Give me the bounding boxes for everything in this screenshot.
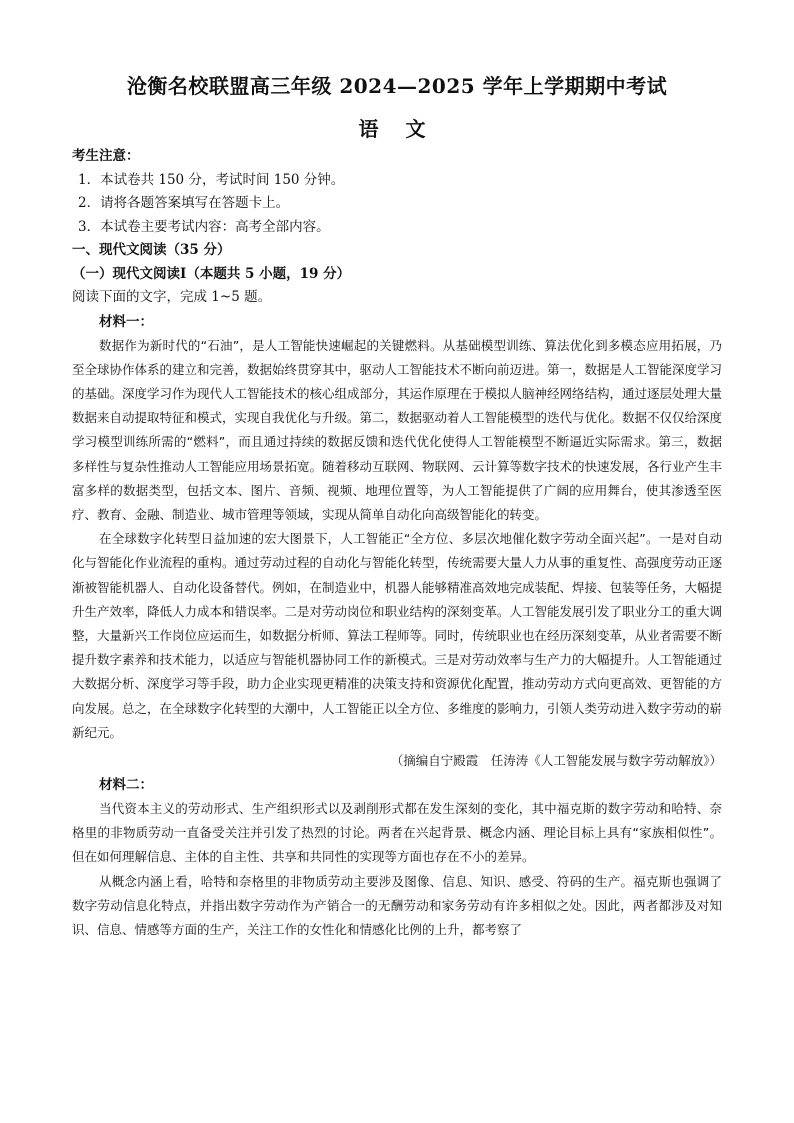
material-paragraph: 数据作为新时代的“石油”，是人工智能快速崛起的关键燃料。从基础模型训练、算法优化到多模态应用拓展，乃至全球协作体系的建立和完善，数据始终贯穿其中，驱动人工智能技术不断向前迈进。第一，数据是人工智能深度学习的基础。深度学习作为现代人工智能技术的核心组成部分，其运作原理在于模拟人脑神经网络结构，通过逐层处理大量数据来自动提取特征和模式，实现自我优化与升级。第二，数据驱动着人工智能模型的迭代与优化。数据不仅仅给深度学习模型训练所需的“燃料”，而且通过持续的数据反馈和迭代优化使得人工智能模型不断逼近实际需求。第三，数据多样性与复杂性推动人工智能应用场景拓宽。随着移动互联网、物联网、云计算等数字技术的快速发展，各行业产生丰富多样的数据类型，包括文本、图片、音频、视频、地理位置等，为人工智能提供了广阔的应用舞台，使其渗透至医疗、教育、金融、制造业、城市管理等领域，实现从简单自动化向高级智能化的转变。 bbox=[72, 337, 723, 522]
exam-title: 沧衡名校联盟高三年级 2024—2025 学年上学期期中考试 bbox=[126, 74, 668, 98]
notice-item: 1．本试卷共 150 分，考试时间 150 分钟。 bbox=[78, 171, 345, 188]
subject-title: 语 文 bbox=[358, 117, 436, 141]
section-heading: 一、现代文阅读（35 分） bbox=[72, 242, 231, 258]
material-paragraph: 在全球数字化转型日益加速的宏大图景下，人工智能正“全方位、多层次地催化数字劳动全面兴起”。一是对自动化与智能化作业流程的重构。通过劳动过程的自动化与智能化转型，传统需要大量人力从事的重复性、高强度劳动正逐渐被智能机器人、自动化设备替代。例如，在制造业中，机器人能够精准高效地完成装配、焊接、包装等任务，大幅提升生产效率，降低人力成本和错误率。二是对劳动岗位和职业结构的深刻变革。人工智能发展引发了职业分工的重大调整，大量新兴工作岗位应运而生，如数据分析师、算法工程师等。同时，传统职业也在经历深刻变革，从业者需要不断提升数字素养和技术能力，以适应与智能机器协同工作的新模式。三是对劳动效率与生产力的大幅提升。人工智能通过大数据分析、深度学习等手段，助力企业实现更精准的决策支持和资源优化配置，推动劳动方式向更高效、更智能的方向发展。总之，在全球数字化转型的大潮中，人工智能正以全方位、多维度的影响力，引领人类劳动进入数字劳动的崭新纪元。 bbox=[72, 531, 723, 740]
reading-instruction: 阅读下面的文字，完成 1~5 题。 bbox=[72, 289, 272, 305]
material-source: （摘编自宁殿霞 任涛涛《人工智能发展与数字劳动解放》） bbox=[390, 752, 722, 768]
notice-item: 2．请将各题答案填写在答题卡上。 bbox=[78, 195, 290, 211]
exam-content bbox=[72, 145, 722, 942]
notice-heading: 考生注意： bbox=[72, 148, 140, 164]
material-paragraph: 当代资本主义的劳动形式、生产组织形式以及剥削形式都在发生深刻的变化，其中福克斯的数字劳动和哈特、奈格里的非物质劳动一直备受关注并引发了热烈的讨论。两者在兴起背景、概念内涵、理论目标上具有“家族相似性”。但在如何理解信息、主体的自主性、共享和共同性的实现等方面也存在不小的差异。 bbox=[72, 800, 722, 865]
material-paragraph: 从概念内涵上看，哈特和奈格里的非物质劳动主要涉及图像、信息、知识、感受、符码的生产。福克斯也强调了数字劳动信息化特点，并指出数字劳动作为产销合一的无酬劳动和家务劳动有许多相似之处。因此，两者都涉及对知识、信息、情感等方面的生产，关注工作的女性化和情感化比例的上升，都考察了 bbox=[72, 873, 722, 937]
material-label: 材料一： bbox=[99, 313, 153, 330]
material-label: 材料二： bbox=[99, 776, 153, 793]
subsection-heading: （一）现代文阅读Ⅰ（本题共 5 小题，19 分） bbox=[72, 265, 351, 282]
notice-item: 3．本试卷主要考试内容：高考全部内容。 bbox=[78, 218, 330, 235]
